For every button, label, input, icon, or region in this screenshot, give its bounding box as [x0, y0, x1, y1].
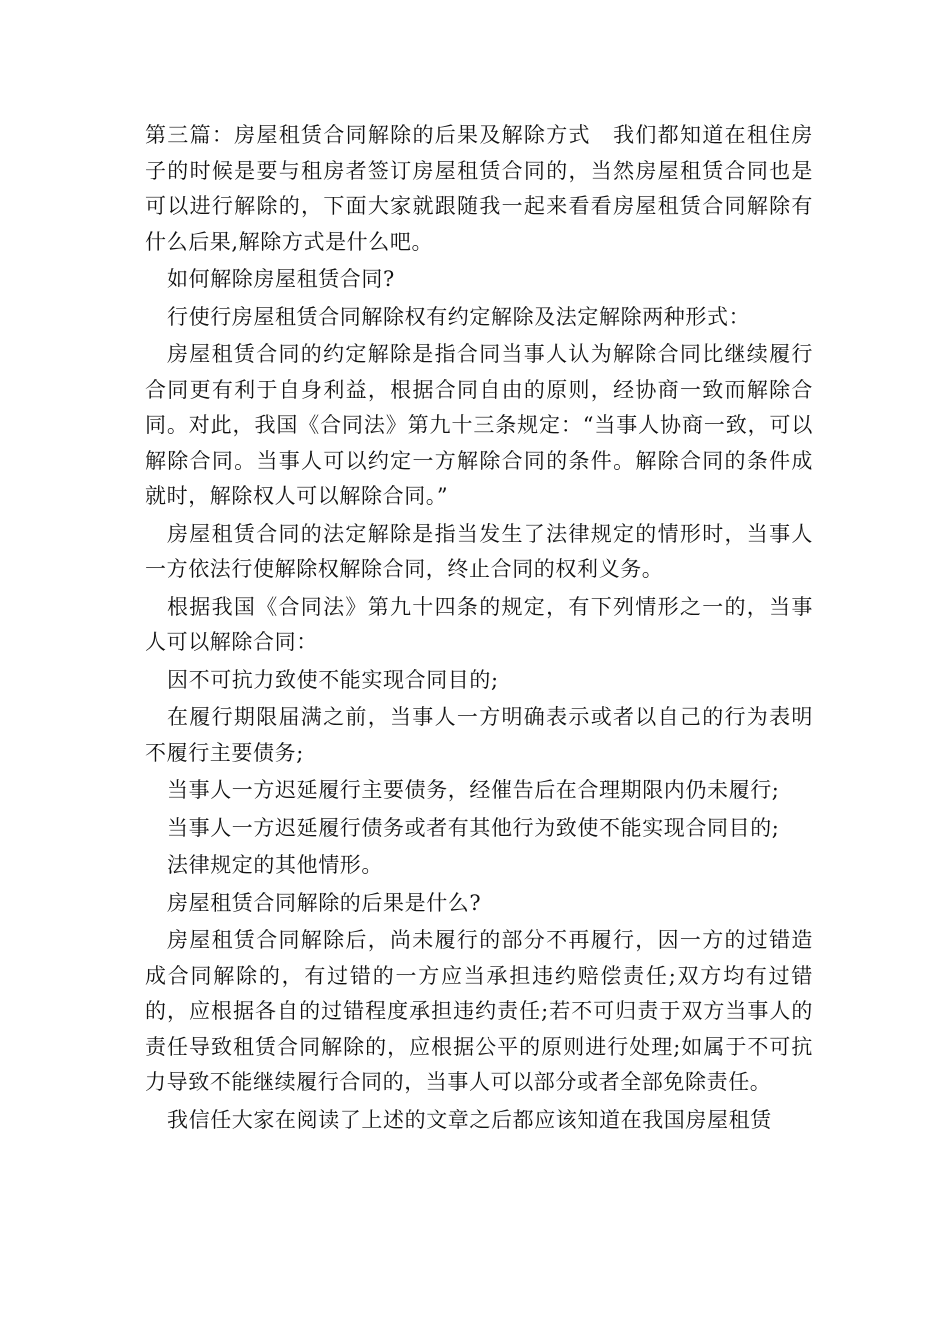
list-item-anticipatory-breach: 在履行期限届满之前，当事人一方明确表示或者以自己的行为表明不履行主要债务;: [145, 705, 813, 765]
paragraph-two-forms: 行使行房屋租赁合同解除权有约定解除及法定解除两种形式：: [167, 304, 751, 329]
section-heading-how-to-terminate: 如何解除房屋租赁合同?: [167, 267, 395, 291]
document-body: [145, 118, 813, 1140]
paragraph-agreed-termination: 房屋租赁合同的约定解除是指合同当事人认为解除合同比继续履行合同更有利于自身利益，根据合同自由的原则，经协商一致而解除合同。对此，我国《合同法》第九十三条规定：“当事人协商一致，可以解除合同。当事人可以约定一方解除合同的条件。解除合同的条件成就时，解除权人可以解除合同。”: [145, 342, 813, 508]
list-item-delay-main-debt: 当事人一方迟延履行主要债务，经催告后在合理期限内仍未履行;: [167, 778, 780, 802]
section-heading-consequences: 房屋租赁合同解除的后果是什么?: [167, 890, 482, 915]
paragraph-article-94: 根据我国《合同法》第九十四条的规定，有下列情形之一的，当事人可以解除合同：: [145, 594, 813, 654]
list-item-other-legal: 法律规定的其他情形。: [167, 853, 383, 877]
paragraph-consequences: 房屋租赁合同解除后，尚未履行的部分不再履行，因一方的过错造成合同解除的，有过错的一方应当承担违约赔偿责任;双方均有过错的，应根据各自的过错程度承担违约责任;若不可归责于双方当事人的责任导致租赁合同解除的，应根据公平的原则进行处理;如属于不可抗力导致不能继续履行合同的，当事人可以部分或者全部免除责任。: [145, 928, 813, 1094]
paragraph-statutory-termination: 房屋租赁合同的法定解除是指当发生了法律规定的情形时，当事人一方依法行使解除权解除合同，终止合同的权利义务。: [145, 521, 813, 581]
paragraph-intro: 第三篇：房屋租赁合同解除的后果及解除方式 我们都知道在租住房子的时候是要与租房者签订房屋租赁合同的，当然房屋租赁合同也是可以进行解除的，下面大家就跟随我一起来看看房屋租赁合同解除有什么后果,解除方式是什么吧。: [145, 123, 813, 254]
paragraph-closing: 我信任大家在阅读了上述的文章之后都应该知道在我国房屋租赁: [167, 1107, 772, 1132]
list-item-force-majeure: 因不可抗力致使不能实现合同目的;: [167, 667, 499, 692]
list-item-delay-other: 当事人一方迟延履行债务或者有其他行为致使不能实现合同目的;: [167, 815, 780, 840]
